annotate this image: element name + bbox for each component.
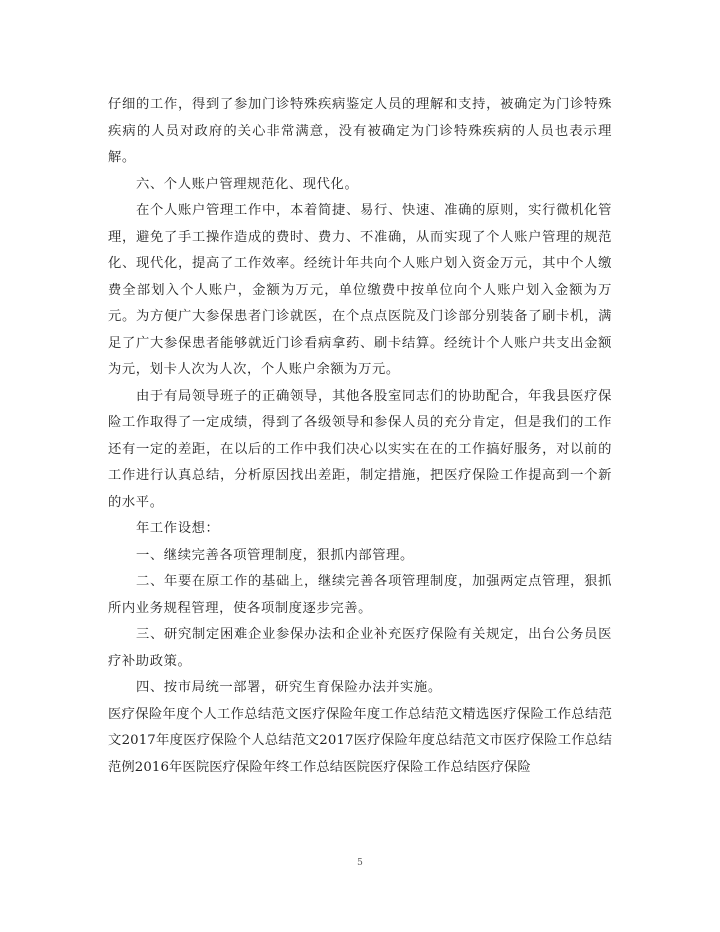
section-heading-work-plan: 年工作设想： [136,521,220,536]
document-body [108,92,612,781]
paragraph-continued: 仔细的工作，得到了参加门诊特殊疾病鉴定人员的理解和支持，被确定为门诊特殊疾病的人员对政府的关心非常满意，没有被确定为门诊特殊疾病的人员也表示理解。 [108,97,612,165]
plan-item-1: 一、继续完善各项管理制度，狠抓内部管理。 [136,547,414,563]
plan-item-4: 四、按市局统一部署，研究生育保险办法并实施。 [136,680,442,695]
plan-item-3: 三、研究制定困难企业参保办法和企业补充医疗保险有关规定，出台公务员医疗补助政策。 [108,627,612,669]
plan-item-2: 二、年要在原工作的基础上，继续完善各项管理制度，加强两定点管理，狠抓所内业务规程管理，使各项制度逐步完善。 [108,574,612,616]
page-number: 5 [357,858,363,868]
related-articles-text: 医疗保险年度个人工作总结范文医疗保险年度工作总结范文精选医疗保险工作总结范文2017年度医疗保险个人总结范文2017医疗保险年度总结范文市医疗保险工作总结范例2016年医院医疗保险年终工作总结医院医疗保险工作总结医疗保险 [108,706,612,775]
section-heading-personal-accounts: 六、个人账户管理规范化、现代化。 [136,176,359,192]
paragraph-summary: 由于有局领导班子的正确领导，其他各股室同志们的协助配合，年我县医疗保险工作取得了一定成绩，得到了各级领导和参保人员的充分肯定，但是我们的工作还有一定的差距，在以后的工作中我们决心以实实在在的工作搞好服务，对以前的工作进行认真总结，分析原因找出差距，制定措施，把医疗保险工作提高到一个新的水平。 [108,388,612,510]
paragraph-account-management: 在个人账户管理工作中，本着简捷、易行、快速、准确的原则，实行微机化管理，避免了手工操作造成的费时、费力、不准确，从而实现了个人账户管理的规范化、现代化，提高了工作效率。经统计年共向个人账户划入资金万元，其中个人缴费全部划入个人账户，金额为万元，单位缴费中按单位向个人账户划入金额为万元。为方便广大参保患者门诊就医，在个点点医院及门诊部分别装备了刷卡机，满足了广大参保患者能够就近门诊看病拿药、刷卡结算。经统计个人账户共支出金额为元，划卡人次为人次，个人账户余额为万元。 [108,203,612,377]
